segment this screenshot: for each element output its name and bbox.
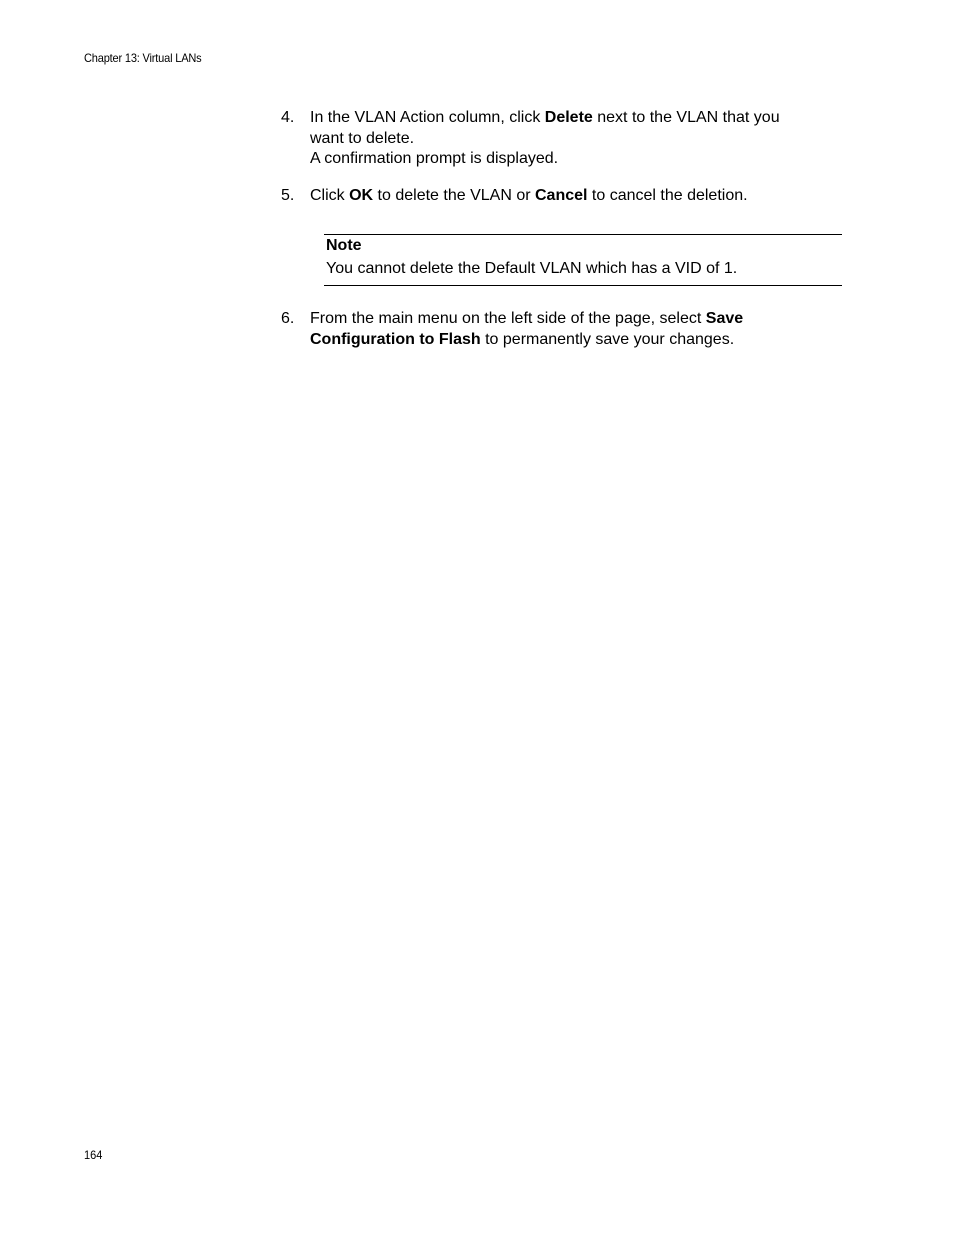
step-text: next to the VLAN that you [592,109,780,126]
step-text: In the VLAN Action column, click [310,109,545,126]
step-text: to cancel the deletion. [587,187,748,204]
note-text: You cannot delete the Default VLAN which has a VID of 1. [326,260,738,277]
step-line [310,186,841,207]
note-title: Note [326,237,362,254]
step-line [310,309,841,330]
ui-term-cancel: Cancel [534,187,588,204]
note-box [324,234,842,286]
page-number: 164 [84,1148,103,1162]
running-header: Chapter 13: Virtual LANs [84,51,202,65]
step-number: 4. [281,109,295,126]
ui-term-save: Save [705,310,744,327]
step-5 [281,186,841,207]
step-6 [281,309,841,350]
ui-term-ok: OK [349,187,374,204]
step-body [310,309,841,350]
step-body [310,108,841,170]
step-text: Click [310,187,350,204]
step-line: want to delete. [310,129,415,147]
step-text: to permanently save your changes. [480,330,735,348]
ui-term-delete: Delete [544,109,593,126]
step-number: 5. [281,187,295,204]
ui-term-configuration-to-flash: Configuration to Flash [310,330,481,348]
step-4 [281,108,841,170]
step-body [310,186,841,207]
step-text: From the main menu on the left side of the page, select [310,310,706,327]
step-line [310,108,841,129]
step-line [310,330,841,351]
step-text: to delete the VLAN or [373,187,535,204]
step-result: A confirmation prompt is displayed. [310,150,559,167]
step-number: 6. [281,310,295,327]
